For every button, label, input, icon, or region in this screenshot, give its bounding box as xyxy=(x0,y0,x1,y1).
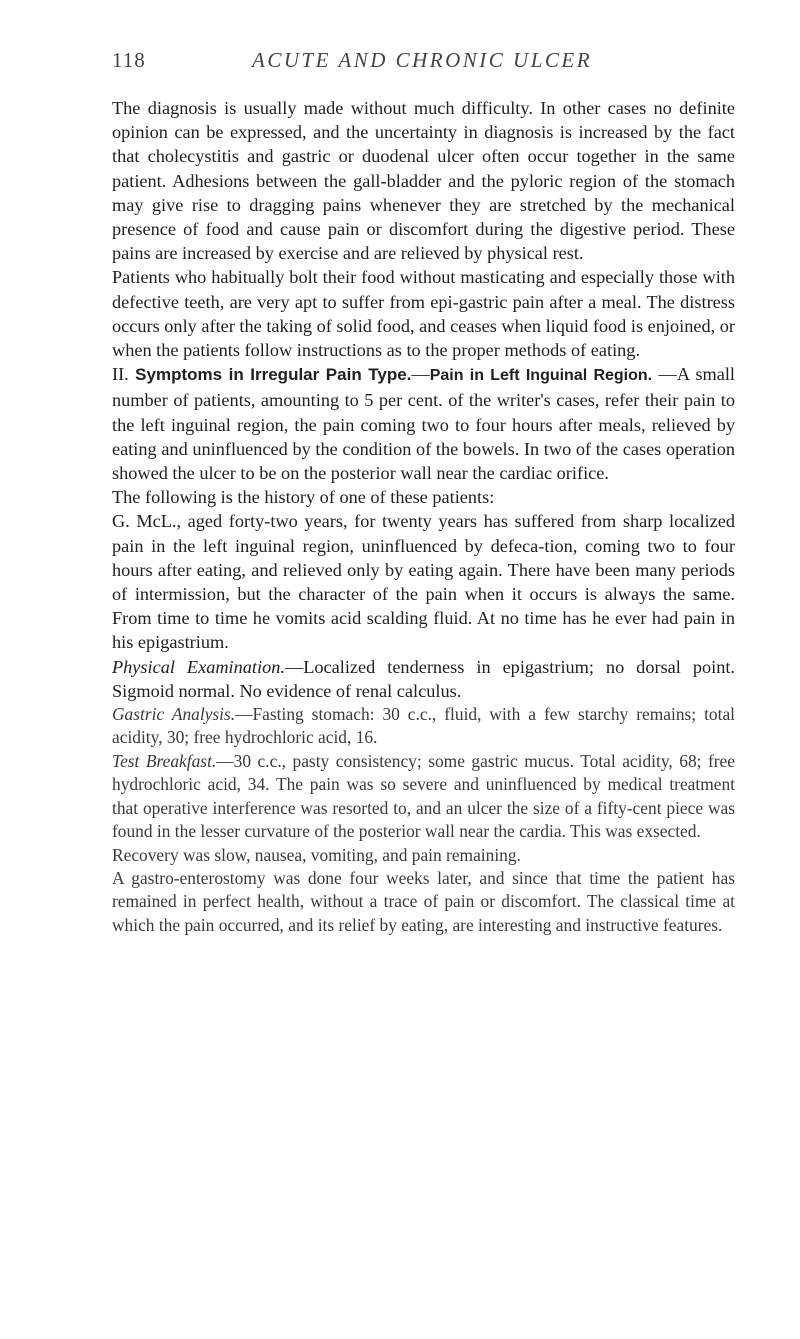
gastric-analysis-label: Gastric Analysis. xyxy=(112,704,236,725)
gastric-analysis-text: —Fasting stomach: 30 c.c., fluid, with a few starchy remains; total acidity, 30; free hydrochloric acid, 16. xyxy=(112,704,735,748)
test-breakfast-text: —30 c.c., pasty consistency; some gastric mucus. Total acidity, 68; free hydrochloric acid, 34. The pain was so severe and uninfluenced by medical treatment that operative interference was resorted to, and an ulcer the size of a fifty-cent piece was found in the lesser curvature of the posterior wall near the cardia. This was exsected. xyxy=(112,750,735,842)
paragraph-case-history: G. McL., aged forty-two years, for twenty years has suffered from sharp localized pain in the left inguinal region, uninfluenced by defeca-tion, coming two to four hours after eating, and relieved only by eating again. There have been many periods of intermission, but the character of the pain when it occurs is always the same. From time to time he vomits acid scalding fluid. At no time has he ever had pain in his epigastrium. xyxy=(112,511,735,653)
paragraph-history-intro: The following is the history of one of these patients: xyxy=(112,487,495,508)
body-text xyxy=(112,96,735,937)
paragraph-bolting-food: Patients who habitually bolt their food without masticating and especially those with defective teeth, are very apt to suffer from epi-gastric pain after a meal. The distress occurs only after the taking of solid food, and ceases when liquid food is enjoined, or when the patients follow instructions as to the proper methods of eating. xyxy=(112,267,735,361)
paragraph-test-breakfast xyxy=(112,750,735,844)
running-head: ACUTE AND CHRONIC ULCER xyxy=(252,48,593,72)
paragraph-physical-examination xyxy=(112,655,735,703)
paragraph-gastro-enterostomy: A gastro-enterostomy was done four weeks later, and since that time the patient has remained in perfect health, without a trace of pain or discomfort. The classical time at which the pain occurred, and its relief by eating, are interesting and instructive features. xyxy=(112,867,735,935)
paragraph-section-ii xyxy=(112,362,735,485)
section-dash: — xyxy=(411,364,430,385)
paragraph-diagnosis: The diagnosis is usually made without much difficulty. In other cases no definite opinion can be expressed, and the uncertainty in diagnosis is increased by the fact that cholecystitis and gastric or duodenal ulcer often occur together in the same patient. Adhesions between the gall-bladder and the pyloric region of the stomach may give rise to dragging pains whenever they are stretched by the mechanical presence of food and cause pain or discomfort during the digestive period. These pains are increased by exercise and are relieved by physical rest. xyxy=(112,98,735,264)
page-header xyxy=(112,48,732,78)
paragraph-gastric-analysis xyxy=(112,703,735,750)
physical-examination-label: Physical Examination. xyxy=(112,656,285,677)
physical-examination-text: —Localized tenderness in epigastrium; no dorsal point. Sigmoid normal. No evidence of renal calculus. xyxy=(112,656,735,701)
section-number: II. xyxy=(112,364,129,385)
page-number: 118 xyxy=(112,48,146,72)
section-text: —A small number of patients, amounting to 5 per cent. of the writer's cases, refer their pain to the left inguinal region, the pain coming two to four hours after meals, relieved by eating and uninfluenced by the condition of the bowels. In two of the cases operation showed the ulcer to be on the posterior wall near the cardiac orifice. xyxy=(112,364,736,484)
section-subheading: Pain in Left Inguinal Region. xyxy=(429,367,653,385)
section-heading: Symptoms in Irregular Pain Type. xyxy=(135,365,412,385)
test-breakfast-label: Test Breakfast. xyxy=(112,750,217,771)
paragraph-recovery: Recovery was slow, nausea, vomiting, and pain remaining. xyxy=(112,844,521,865)
